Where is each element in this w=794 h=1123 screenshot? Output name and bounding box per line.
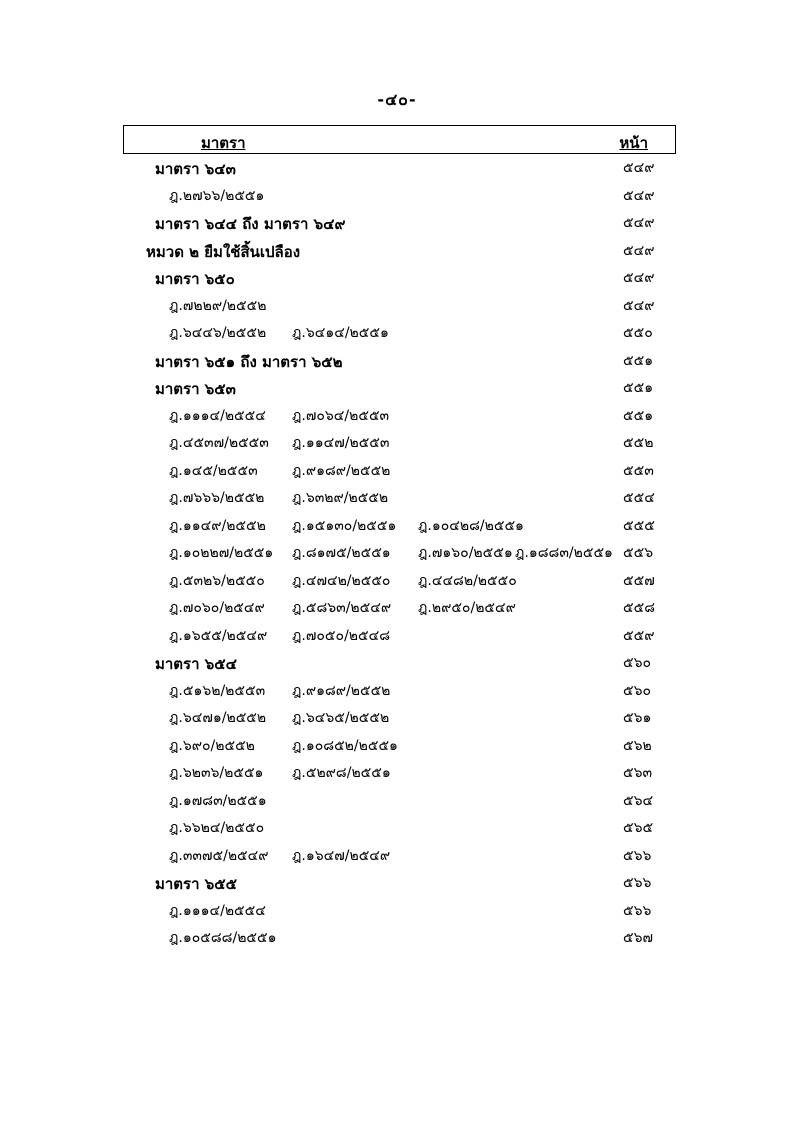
case-reference: ฎ.๗๐๖๐/๒๕๔๙ (169, 600, 265, 616)
case-reference: ฎ.๖๖๒๔/๒๕๕๐ (169, 820, 265, 836)
case-reference: ฎ.๒๙๕๐/๒๕๔๙ (418, 600, 516, 616)
page-ref: ๕๖๒ (623, 737, 652, 754)
section-label: มาตรา ๖๕๓ (155, 380, 236, 398)
case-reference: ฎ.๒๗๖๖/๒๕๕๑ (169, 187, 265, 204)
case-row (0, 460, 794, 482)
case-reference: ฎ.๗๐๖๔/๒๕๕๓ (292, 407, 390, 424)
case-row (0, 707, 794, 729)
case-reference: ฎ.๑๕๑๓๐/๒๕๕๑ (292, 517, 397, 534)
section-row (0, 872, 794, 894)
page-ref: ๕๔๙ (623, 242, 655, 259)
case-row (0, 900, 794, 922)
case-reference: ฎ.๗๐๕๐/๒๕๔๘ (292, 627, 390, 644)
section-label: มาตรา ๖๕๑ ถึง มาตรา ๖๕๒ (155, 352, 343, 371)
section-label: มาตรา ๖๔๔ ถึง มาตรา ๖๔๙ (155, 215, 346, 233)
section-row (0, 350, 794, 372)
case-reference: ฎ.๔๕๓๗/๒๕๕๓ (169, 435, 269, 451)
section-row (0, 377, 794, 399)
page-ref: ๕๖๖ (623, 902, 652, 919)
case-reference: ฎ.๖๔๗๑/๒๕๕๒ (169, 710, 267, 726)
section-row (0, 267, 794, 289)
case-reference: ฎ.๕๒๙๘/๒๕๕๑ (292, 765, 391, 781)
page-ref: ๕๖๖ (623, 847, 652, 864)
case-reference: ฎ.๖๒๓๖/๒๕๕๑ (169, 765, 264, 781)
case-row (0, 735, 794, 757)
page-ref: ๕๕๘ (623, 600, 655, 616)
page-ref: ๕๖๔ (623, 792, 654, 809)
case-row (0, 625, 794, 647)
case-reference: ฎ.๑๖๔๗/๒๕๔๙ (292, 847, 391, 864)
case-reference: ฎ.๑๐๘๕๒/๒๕๕๑ (292, 737, 398, 754)
case-row (0, 927, 794, 949)
case-reference: ฎ.๕๓๒๖/๒๕๕๐ (169, 572, 265, 589)
page-ref: ๕๕๓ (623, 462, 654, 479)
page-ref: ๕๖๖ (623, 875, 652, 891)
case-row (0, 405, 794, 427)
section-row (0, 212, 794, 234)
case-reference: ฎ.๑๑๑๔/๒๕๕๔ (169, 902, 266, 919)
case-reference: ฎ.๙๑๘๙/๒๕๕๒ (292, 462, 391, 479)
case-reference: ฎ.๖๓๒๙/๒๕๕๒ (292, 490, 389, 506)
case-reference: ฎ.๑๘๘๓/๒๕๕๑ (515, 545, 613, 561)
page-ref: ๕๔๙ (623, 270, 655, 286)
page-ref: ๕๖๑ (623, 710, 652, 726)
case-reference: ฎ.๑๑๔๙/๒๕๕๒ (169, 517, 266, 534)
case-row (0, 790, 794, 812)
case-row (0, 432, 794, 454)
header-page-label: หน้า (619, 134, 648, 152)
page-ref: ๕๕๑ (623, 352, 654, 369)
case-reference: ฎ.๖๔๔๖/๒๕๕๒ (169, 325, 267, 341)
case-row (0, 762, 794, 784)
case-reference: ฎ.๕๑๖๒/๒๕๕๓ (169, 682, 266, 699)
case-reference: ฎ.๑๑๔๗/๒๕๕๓ (292, 435, 390, 451)
header-section-label: มาตรา (201, 134, 246, 152)
page-ref: ๕๖๕ (623, 820, 654, 836)
case-row (0, 515, 794, 537)
case-reference: ฎ.๗๑๖๐/๒๕๕๑ (418, 545, 513, 561)
page-ref: ๕๕๐ (623, 325, 653, 341)
page-ref: ๕๕๒ (623, 435, 654, 451)
case-reference: ฎ.๖๔๑๔/๒๕๕๑ (292, 325, 389, 341)
page-ref: ๕๖๐ (623, 682, 652, 699)
page-ref: ๕๔๙ (623, 160, 655, 176)
case-row (0, 487, 794, 509)
section-row (0, 157, 794, 179)
page-ref: ๕๖๐ (623, 655, 652, 671)
case-reference: ฎ.๑๗๘๓/๒๕๕๑ (169, 792, 267, 809)
case-row (0, 295, 794, 317)
case-reference: ฎ.๑๐๒๒๗/๒๕๕๑ (169, 545, 274, 561)
case-reference: ฎ.๔๗๔๒/๒๕๕๐ (292, 572, 391, 589)
case-reference: ฎ.๕๘๖๓/๒๕๔๙ (292, 600, 392, 616)
section-label: มาตรา ๖๕๔ (155, 655, 237, 673)
page-ref: ๕๕๗ (623, 572, 655, 589)
case-row (0, 570, 794, 592)
chapter-label: หมวด ๒ ยืมใช้สิ้นเปลือง (146, 242, 301, 261)
case-row (0, 185, 794, 207)
case-row (0, 845, 794, 867)
case-reference: ฎ.๖๙๐/๒๕๕๒ (169, 737, 255, 754)
page-ref: ๕๕๙ (623, 627, 655, 644)
case-row (0, 597, 794, 619)
case-reference: ฎ.๗๒๒๙/๒๕๕๒ (169, 297, 267, 314)
case-reference: ฎ.๑๑๑๔/๒๕๕๔ (169, 407, 266, 424)
case-reference: ฎ.๖๔๖๕/๒๕๕๒ (292, 710, 390, 726)
case-reference: ฎ.๑๖๕๕/๒๕๔๙ (169, 627, 268, 644)
chapter-row (0, 240, 794, 262)
case-reference: ฎ.๑๐๕๘๘/๒๕๕๑ (169, 930, 277, 946)
page-ref: ๕๖๗ (623, 930, 654, 946)
page-ref: ๕๕๑ (623, 380, 654, 396)
case-reference: ฎ.๔๔๘๒/๒๕๕๐ (418, 572, 517, 589)
case-reference: ฎ.๗๖๖๖/๒๕๕๒ (169, 490, 265, 506)
page-ref: ๕๔๙ (623, 297, 655, 314)
section-row (0, 652, 794, 674)
section-label: มาตรา ๖๕๐ (155, 270, 235, 288)
page-ref: ๕๕๑ (623, 407, 654, 424)
page-ref: ๕๖๓ (623, 765, 653, 781)
case-row (0, 680, 794, 702)
case-row (0, 322, 794, 344)
case-row (0, 542, 794, 564)
section-label: มาตรา ๖๔๓ (155, 160, 236, 178)
section-label: มาตรา ๖๕๕ (155, 875, 237, 893)
case-row (0, 817, 794, 839)
table-header (123, 125, 676, 154)
case-reference: ฎ.๓๓๗๕/๒๕๔๙ (169, 847, 269, 864)
page-ref: ๕๔๙ (623, 187, 655, 204)
page-number: -๔๐- (377, 90, 417, 109)
page-ref: ๕๕๕ (623, 517, 655, 534)
case-reference: ฎ.๑๔๕/๒๕๕๓ (169, 462, 258, 479)
case-reference: ฎ.๑๐๔๒๘/๒๕๕๑ (418, 517, 524, 534)
case-reference: ฎ.๙๑๘๙/๒๕๕๒ (292, 682, 391, 699)
page-ref: ๕๕๖ (623, 545, 654, 561)
case-reference: ฎ.๘๑๗๕/๒๕๕๑ (292, 545, 391, 561)
page-ref: ๕๔๙ (623, 215, 655, 231)
page-ref: ๕๕๔ (623, 490, 655, 506)
